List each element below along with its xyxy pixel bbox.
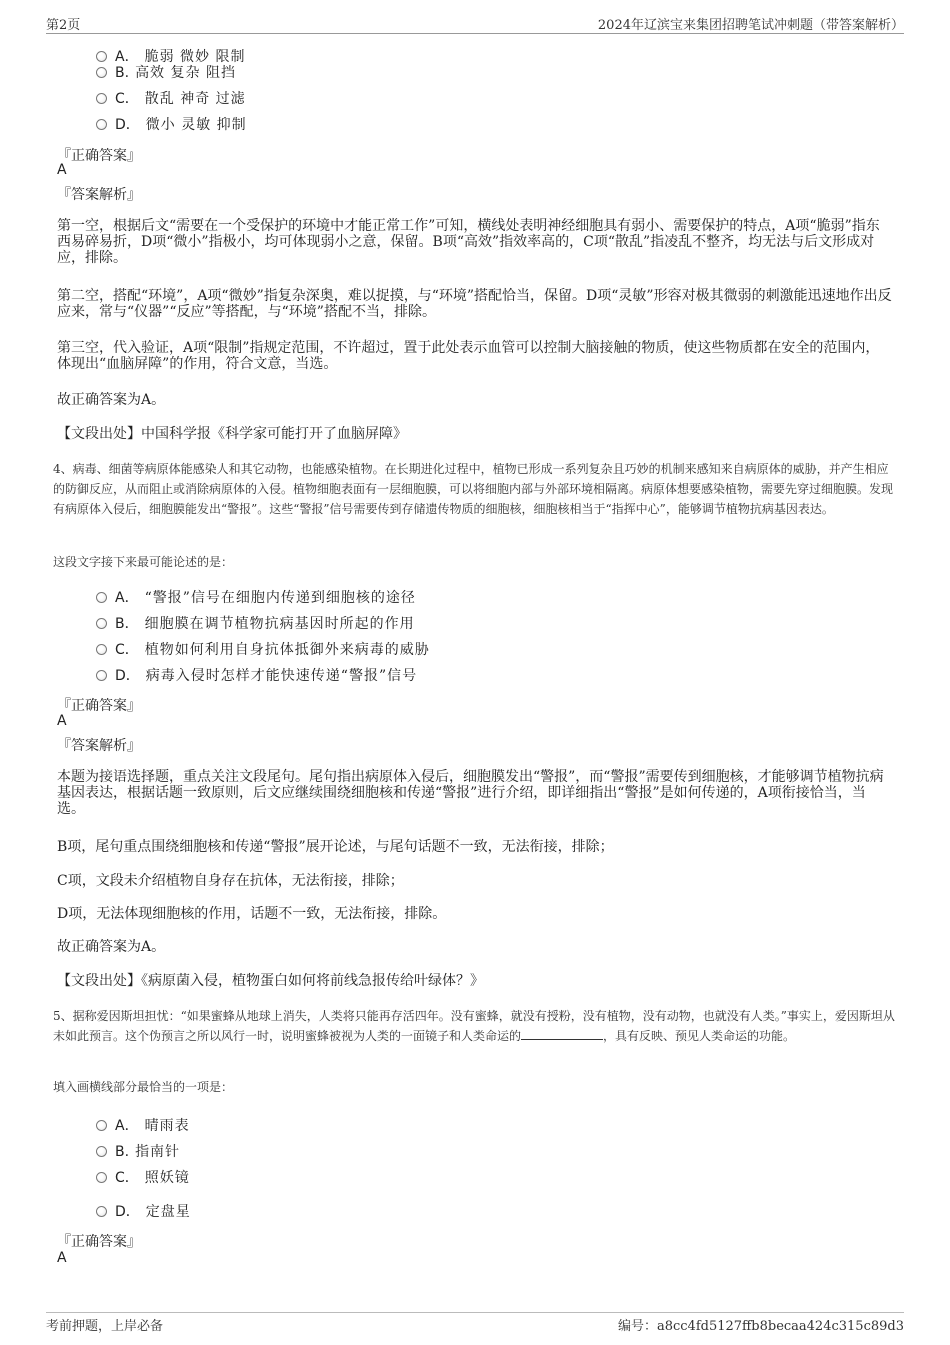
- fill-in-blank: [521, 1027, 603, 1040]
- q4-source: 【文段出处】《病原菌入侵，植物蛋白如何将前线急报传给叶绿体？》: [57, 973, 484, 989]
- q5-option-a[interactable]: A． 晴雨表: [96, 1117, 190, 1135]
- q3-analysis-paragraph: 第一空，根据后文“需要在一个受保护的环境中才能正常工作”可知，横线处表明神经细胞具有弱小、需要保护的特点，A项“脆弱”指东西易碎易折，D项“微小”指极小，均可体现弱小之意，保留。B项“高效”指效率高的，C项“散乱”指凌乱不整齐，均无法与后文形成对应，排除。: [57, 218, 880, 266]
- radio-icon[interactable]: [96, 644, 107, 655]
- radio-icon[interactable]: [96, 67, 107, 78]
- radio-icon[interactable]: [96, 119, 107, 130]
- q4-option-d[interactable]: D． 病毒入侵时怎样才能快速传递“警报”信号: [96, 667, 417, 685]
- radio-icon[interactable]: [96, 1172, 107, 1183]
- radio-icon[interactable]: [96, 592, 107, 603]
- page-header: [0, 0, 950, 34]
- q5-answer-label: 『正确答案』: [57, 1234, 141, 1250]
- q4-answer: A: [57, 713, 67, 729]
- radio-icon[interactable]: [96, 93, 107, 104]
- q4-analysis-paragraph: 本题为接语选择题，重点关注文段尾句。尾句指出病原体入侵后，细胞膜发出“警报”，而“警报”需要传到细胞核，才能够调节植物抗病基因表达，根据话题一致原则，后文应继续围绕细胞核和传递“警报”进行介绍，即详细指出“警报”是如何传递的，A项衔接恰当，当选。: [57, 769, 884, 817]
- q4-analysis-paragraph: B项，尾句重点围绕细胞核和传递“警报”展开论述，与尾句话题不一致，无法衔接，排除；: [57, 839, 614, 855]
- radio-icon[interactable]: [96, 670, 107, 681]
- q3-option-a[interactable]: A． 脆弱 微妙 限制: [96, 48, 245, 66]
- q3-conclusion: 故正确答案为A。: [57, 392, 166, 408]
- page-footer: [0, 1308, 950, 1345]
- q5-option-b[interactable]: B. 指南针: [96, 1143, 180, 1161]
- radio-icon[interactable]: [96, 618, 107, 629]
- q5-question: 填入画横线部分最恰当的一项是：: [53, 1080, 234, 1094]
- q4-stem: 4、病毒、细菌等病原体能感染人和其它动物，也能感染植物。在长期进化过程中，植物已形成一系列复杂且巧妙的机制来感知来自病原体的威胁，并产生相应的防御反应，从而阻止或消除病原体的入侵。植物细胞表面有一层细胞膜，可以将细胞内部与外部环境相隔离。病原体想要感染植物，需要先穿过细胞膜。发现有病原体入侵后，细胞膜能发出“警报”。这些“警报”信号需要传到存储遗传物质的细胞核，细胞核相当于“指挥中心”，能够调节植物抗病基因表达。: [53, 462, 894, 516]
- radio-icon[interactable]: [96, 51, 107, 62]
- page-number: 第2页: [46, 18, 81, 33]
- q3-option-c[interactable]: C． 散乱 神奇 过滤: [96, 90, 246, 108]
- q4-question: 这段文字接下来最可能论述的是：: [53, 555, 234, 569]
- document-code: 编号：a8cc4fd5127ffb8becaa424c315c89d3: [617, 1319, 904, 1334]
- q5-answer: A: [57, 1250, 67, 1266]
- header-divider: [46, 33, 904, 34]
- q4-option-a[interactable]: A． “警报”信号在细胞内传递到细胞核的途径: [96, 589, 416, 607]
- q3-answer: A: [57, 162, 67, 178]
- q5-option-c[interactable]: C． 照妖镜: [96, 1169, 190, 1187]
- radio-icon[interactable]: [96, 1120, 107, 1131]
- q3-analysis-paragraph: 第三空，代入验证，A项“限制”指规定范围，不许超过，置于此处表示血管可以控制大脑接触的物质，使这些物质都在安全的范围内，体现出“血脑屏障”的作用，符合文意，当选。: [57, 340, 880, 372]
- q3-option-b[interactable]: B. 高效 复杂 阻挡: [96, 64, 236, 82]
- q3-analysis-paragraph: 第二空，搭配“环境”，A项“微妙”指复杂深奥，难以捉摸，与“环境”搭配恰当，保留。D项“灵敏”形容对极其微弱的刺激能迅速地作出反应来，常与“仪器”“反应”等搭配，与“环境”搭配不当，排除。: [57, 288, 892, 320]
- q5-option-d[interactable]: D． 定盘星: [96, 1203, 191, 1221]
- footer-slogan: 考前押题，上岸必备: [46, 1319, 164, 1334]
- q4-option-c[interactable]: C． 植物如何利用自身抗体抵御外来病毒的威胁: [96, 641, 430, 659]
- q3-source: 【文段出处】中国科学报《科学家可能打开了血脑屏障》: [57, 426, 407, 442]
- q4-analysis-paragraph: D项，无法体现细胞核的作用，话题不一致，无法衔接，排除。: [57, 906, 447, 922]
- q3-option-d[interactable]: D． 微小 灵敏 抑制: [96, 116, 247, 134]
- q4-option-b[interactable]: B． 细胞膜在调节植物抗病基因时所起的作用: [96, 615, 415, 633]
- footer-divider: [46, 1312, 904, 1313]
- q5-stem: 5、据称爱因斯坦担忧：“如果蜜蜂从地球上消失，人类将只能再存活四年。没有蜜蜂，就没有授粉，没有植物，没有动物，也就没有人类。”事实上，爱因斯坦从未如此预言。这个伪预言之所以风行一时，说明蜜蜂被视为人类的一面镜子和人类命运的 ，具有反映、预见人类命运的功能。: [53, 1009, 895, 1043]
- q4-conclusion: 故正确答案为A。: [57, 939, 166, 955]
- q4-analysis-label: 『答案解析』: [57, 738, 141, 754]
- radio-icon[interactable]: [96, 1206, 107, 1217]
- q3-analysis-label: 『答案解析』: [57, 187, 141, 203]
- q3-answer-label: 『正确答案』: [57, 148, 141, 164]
- q4-answer-label: 『正确答案』: [57, 698, 141, 714]
- q4-analysis-paragraph: C项，文段未介绍植物自身存在抗体，无法衔接，排除；: [57, 873, 404, 889]
- radio-icon[interactable]: [96, 1146, 107, 1157]
- document-title: 2024年辽滨宝来集团招聘笔试冲刺题（带答案解析）: [597, 18, 904, 33]
